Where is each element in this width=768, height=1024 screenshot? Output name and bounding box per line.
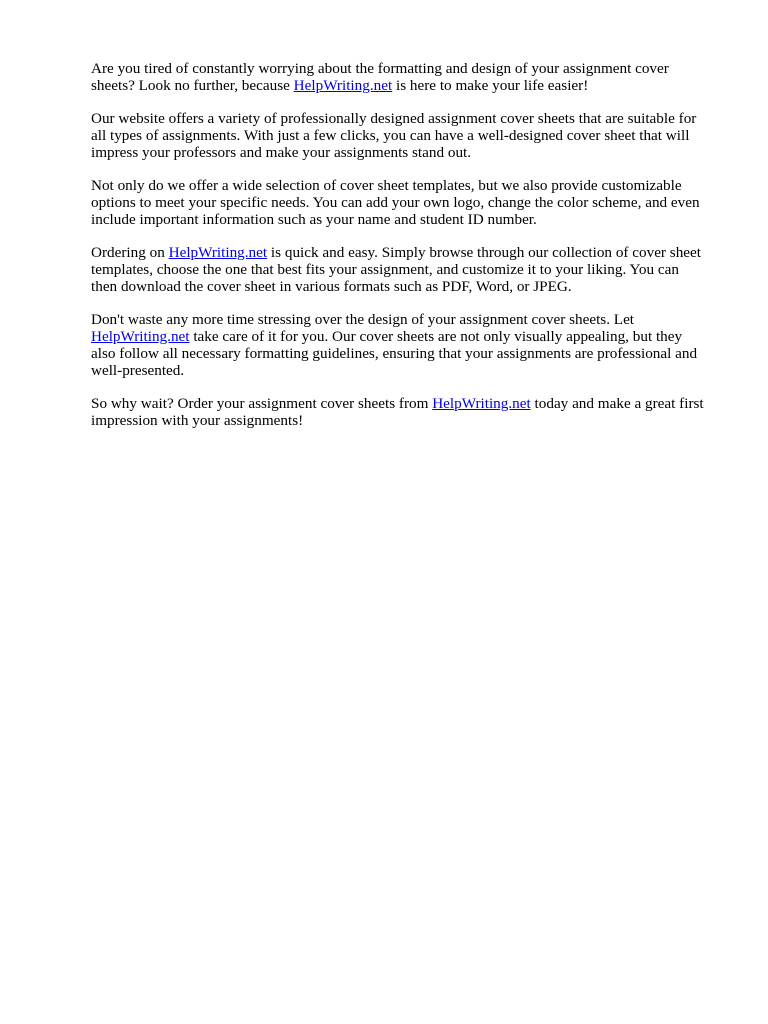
text-line: all types of assignments. With just a few clicks, you can have a well-designed cover sheet that will [91, 126, 690, 144]
paragraph-customization [91, 178, 721, 228]
text-line-with-link [91, 245, 721, 262]
paragraph-design [91, 312, 721, 379]
text-segment: today and make a great first [530, 394, 704, 412]
paragraph-ordering [91, 245, 721, 295]
paragraph-offer [91, 111, 721, 161]
text-line: also follow all necessary formatting guidelines, ensuring that your assignments are professional and [91, 344, 698, 362]
text-line: include important information such as your name and student ID number. [91, 210, 537, 228]
helpwriting-link[interactable]: HelpWriting.net [91, 327, 190, 345]
document-page [91, 61, 721, 446]
helpwriting-link[interactable]: HelpWriting.net [293, 76, 393, 94]
text-segment: is quick and easy. Simply browse through our collection of cover sheet [267, 244, 701, 262]
helpwriting-link[interactable]: HelpWriting.net [432, 394, 531, 412]
text-segment: is here to make your life easier! [392, 76, 589, 94]
text-line: templates, choose the one that best fits your assignment, and customize it to your liking. You can [91, 260, 679, 278]
text-line-with-link [91, 329, 721, 346]
text-segment: sheets? Look no further, because [91, 76, 294, 94]
text-line: well-presented. [91, 361, 185, 379]
paragraph-closing [91, 396, 721, 430]
text-line: impress your professors and make your assignments stand out. [91, 143, 472, 161]
text-line: Not only do we offer a wide selection of cover sheet templates, but we also provide customizable [91, 177, 682, 195]
text-line-with-link [91, 396, 721, 413]
text-line: options to meet your specific needs. You can add your own logo, change the color scheme, and even [91, 193, 700, 211]
paragraph-intro [91, 61, 721, 95]
text-segment: take care of it for you. Our cover sheets are not only visually appealing, but they [189, 327, 683, 345]
text-line: Don't waste any more time stressing over the design of your assignment cover sheets. Let [91, 311, 635, 329]
text-line: Our website offers a variety of professionally designed assignment cover sheets that are suitable for [91, 110, 697, 128]
text-segment: Ordering on [91, 244, 169, 262]
text-line-with-link [91, 78, 721, 95]
text-segment: So why wait? Order your assignment cover sheets from [91, 394, 433, 412]
text-line: impression with your assignments! [91, 411, 304, 429]
text-line: Are you tired of constantly worrying about the formatting and design of your assignment cover [91, 60, 669, 77]
helpwriting-link[interactable]: HelpWriting.net [168, 244, 268, 262]
text-line: then download the cover sheet in various formats such as PDF, Word, or JPEG. [91, 277, 572, 295]
